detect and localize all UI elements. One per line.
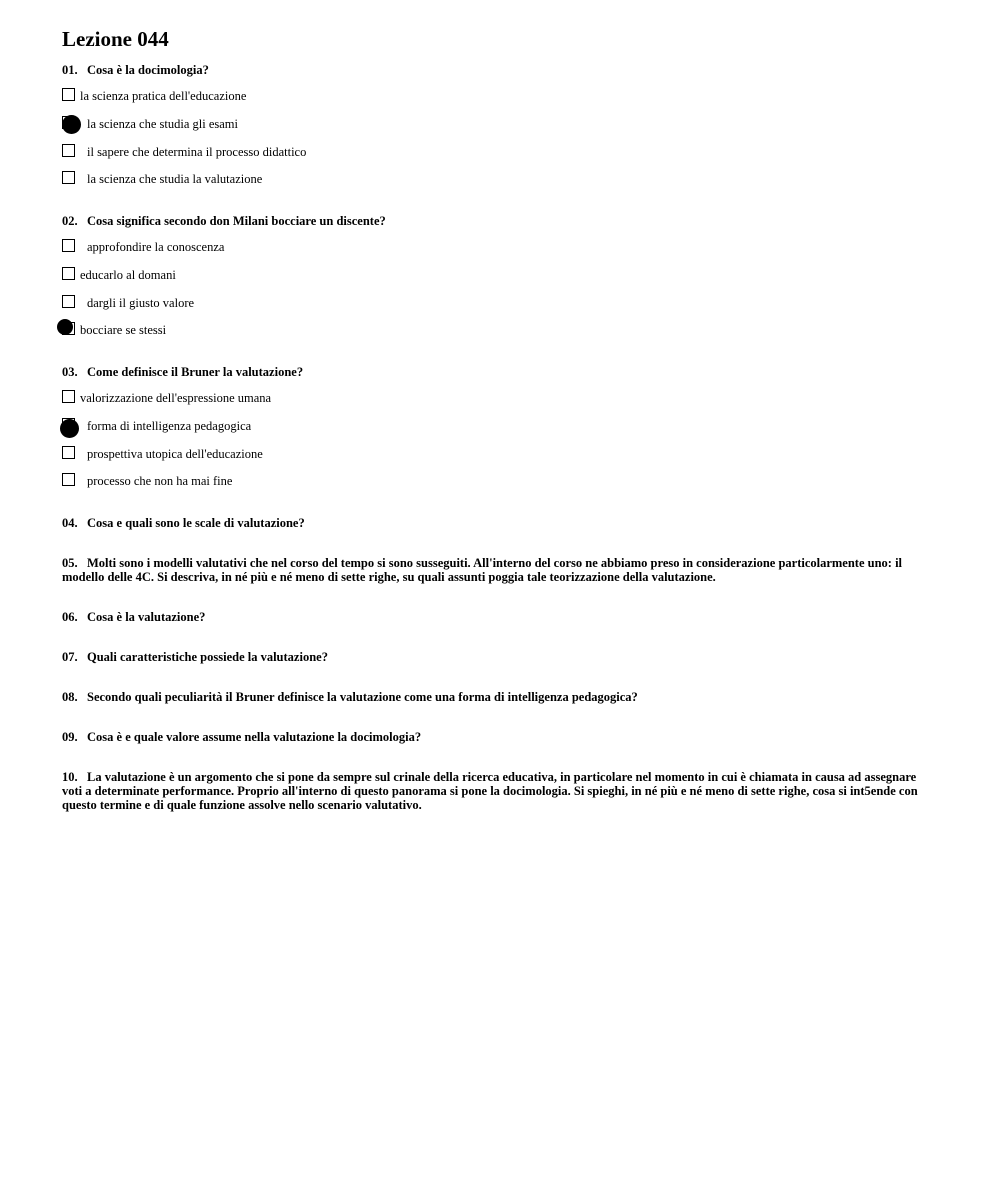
question-07 (62, 650, 932, 664)
selected-answer-mark (57, 319, 73, 335)
question-number: 05. (62, 556, 78, 570)
checkbox[interactable] (62, 267, 75, 280)
question-number: 06. (62, 610, 78, 624)
question-text: Cosa e quali sono le scale di valutazione? (87, 516, 305, 530)
selected-answer-mark (60, 419, 79, 438)
question-text: La valutazione è un argomento che si pone da sempre sul crinale della ricerca educativa, in particolare nel momento in cui è chiamata in causa ad assegnare voti a determinate performance. Proprio all'interno di questo panorama si pone la docimologia. Si spieghi, in né più e né meno di sette righe, cosa si int5ende con questo termine e di quale funzione assolve nello scenario valutativo. (62, 770, 918, 812)
question-number: 07. (62, 650, 78, 664)
option-text: la scienza che studia la valutazione (87, 172, 263, 186)
question-01 (62, 63, 932, 77)
option-text: dargli il giusto valore (87, 296, 195, 310)
question-number: 02. (62, 214, 78, 228)
question-text: Cosa è e quale valore assume nella valutazione la docimologia? (87, 730, 422, 744)
question-number: 04. (62, 516, 78, 530)
option-text: bocciare se stessi (80, 323, 167, 337)
option-text: approfondire la conoscenza (87, 240, 225, 254)
checkbox[interactable] (62, 390, 75, 403)
question-number: 08. (62, 690, 78, 704)
question-number: 01. (62, 63, 78, 77)
question-number: 03. (62, 365, 78, 379)
question-text: Come definisce il Bruner la valutazione? (87, 365, 304, 379)
question-text: Cosa significa secondo don Milani bocciare un discente? (87, 214, 386, 228)
option-text: processo che non ha mai fine (87, 474, 233, 488)
question-06 (62, 610, 932, 624)
option-text: educarlo al domani (80, 268, 176, 282)
question-text: Quali caratteristiche possiede la valutazione? (87, 650, 328, 664)
question-text: Cosa è la valutazione? (87, 610, 206, 624)
question-08 (62, 690, 932, 704)
question-09 (62, 730, 932, 744)
question-03 (62, 365, 932, 379)
option-text: la scienza pratica dell'educazione (80, 89, 247, 103)
question-number: 10. (62, 770, 78, 784)
checkbox[interactable] (62, 473, 75, 486)
checkbox[interactable] (62, 88, 75, 101)
option-text: prospettiva utopica dell'educazione (87, 447, 263, 461)
question-02 (62, 214, 932, 228)
option-text: il sapere che determina il processo didattico (87, 145, 307, 159)
page-title: Lezione 044 (62, 27, 169, 51)
question-text: Secondo quali peculiarità il Bruner definisce la valutazione come una forma di intelligenza pedagogica? (87, 690, 638, 704)
checkbox[interactable] (62, 239, 75, 252)
checkbox[interactable] (62, 446, 75, 459)
question-text: Molti sono i modelli valutativi che nel corso del tempo si sono susseguiti. All'interno del corso ne abbiamo preso in considerazione particolarmente uno: il modello delle 4C. Si descriva, in né più e né meno di sette righe, su quali assunti poggia tale teorizzazione della valutazione. (62, 556, 903, 584)
question-04 (62, 516, 932, 530)
question-number: 09. (62, 730, 78, 744)
option-text: forma di intelligenza pedagogica (87, 419, 252, 433)
selected-answer-mark (62, 115, 81, 134)
option-text: valorizzazione dell'espressione umana (80, 391, 272, 405)
question-05 (62, 556, 932, 584)
question-text: Cosa è la docimologia? (87, 63, 209, 77)
checkbox[interactable] (62, 144, 75, 157)
checkbox[interactable] (62, 171, 75, 184)
question-10 (62, 770, 932, 812)
checkbox[interactable] (62, 295, 75, 308)
option-text: la scienza che studia gli esami (87, 117, 238, 131)
